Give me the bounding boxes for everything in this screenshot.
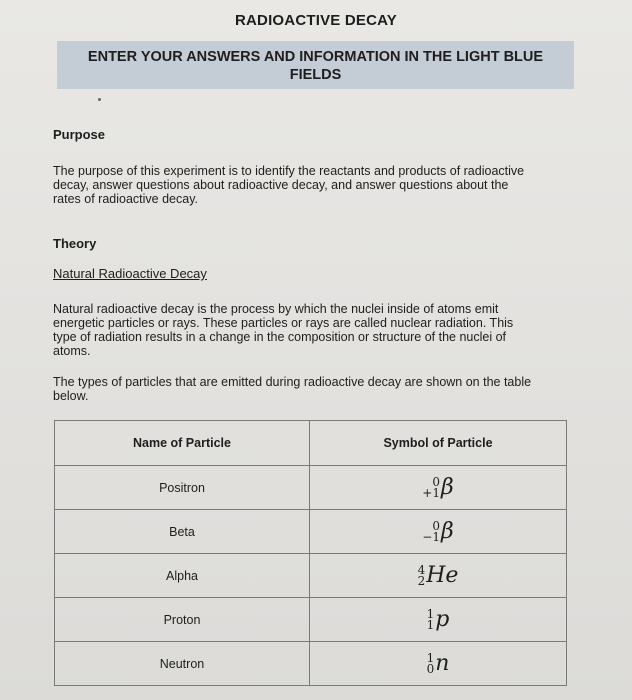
table-row <box>55 598 567 642</box>
particle-symbol-beta <box>310 510 567 554</box>
alpha-charge: 2 <box>417 573 426 588</box>
purpose-paragraph <box>53 164 568 206</box>
proton-charge: 1 <box>426 617 435 632</box>
alpha-letter: He <box>426 563 459 589</box>
theory-heading: Theory <box>53 236 97 251</box>
theory-p2-line-1: The types of particles that are emitted during radioactive decay are shown on the table <box>53 375 532 389</box>
table-row <box>55 466 567 510</box>
natural-decay-subheading: Natural Radioactive Decay <box>53 266 207 281</box>
stray-dot <box>98 98 101 101</box>
particle-name-alpha: Alpha <box>55 554 310 598</box>
theory-p2-line-2: below. <box>53 389 89 403</box>
positron-charge: +1 <box>422 485 440 500</box>
table-row <box>55 554 567 598</box>
beta-mass-number: 0 <box>432 518 440 533</box>
neutron-letter: n <box>435 651 450 677</box>
theory-paragraph-1 <box>53 302 568 358</box>
neutron-charge: 0 <box>426 661 435 676</box>
header-name-of-particle: Name of Particle <box>55 421 310 466</box>
table-header-row <box>55 421 567 466</box>
document-title: RADIOACTIVE DECAY <box>234 12 398 29</box>
theory-p1-line-4: atoms. <box>53 344 91 358</box>
particle-name-positron: Positron <box>55 466 310 510</box>
header-symbol-of-particle: Symbol of Particle <box>310 421 567 466</box>
beta-charge: −1 <box>422 529 440 544</box>
particle-symbol-alpha <box>310 554 567 598</box>
alpha-mass-number: 4 <box>417 562 426 577</box>
proton-mass-number: 1 <box>426 606 435 621</box>
table-row <box>55 510 567 554</box>
purpose-line-2: decay, answer questions about radioactive decay, and answer questions about the <box>53 178 509 192</box>
particle-name-proton: Proton <box>55 598 310 642</box>
theory-p1-line-2: energetic particles or rays. These particles or rays are called nuclear radiation. This <box>53 316 514 330</box>
banner-line-1: ENTER YOUR ANSWERS AND INFORMATION IN THE LIGHT BLUE <box>87 49 544 65</box>
instructions-banner <box>57 41 574 89</box>
particle-table <box>54 420 567 686</box>
table-row <box>55 642 567 686</box>
theory-paragraph-2 <box>53 375 568 403</box>
purpose-heading: Purpose <box>53 127 106 142</box>
neutron-mass-number: 1 <box>426 650 435 665</box>
banner-line-2: FIELDS <box>289 67 342 83</box>
beta-letter: β <box>440 519 454 545</box>
positron-letter: β <box>440 475 454 501</box>
particle-symbol-neutron <box>310 642 567 686</box>
purpose-line-1: The purpose of this experiment is to identify the reactants and products of radioactive <box>53 164 525 178</box>
proton-letter: p <box>435 607 450 633</box>
purpose-line-3: rates of radioactive decay. <box>53 192 198 206</box>
particle-symbol-proton <box>310 598 567 642</box>
particle-name-neutron: Neutron <box>55 642 310 686</box>
theory-p1-line-1: Natural radioactive decay is the process by which the nuclei inside of atoms emit <box>53 302 499 316</box>
positron-mass-number: 0 <box>432 474 440 489</box>
particle-symbol-positron <box>310 466 567 510</box>
theory-p1-line-3: type of radiation results in a change in the composition or structure of the nuclei of <box>53 330 507 344</box>
particle-name-beta: Beta <box>55 510 310 554</box>
